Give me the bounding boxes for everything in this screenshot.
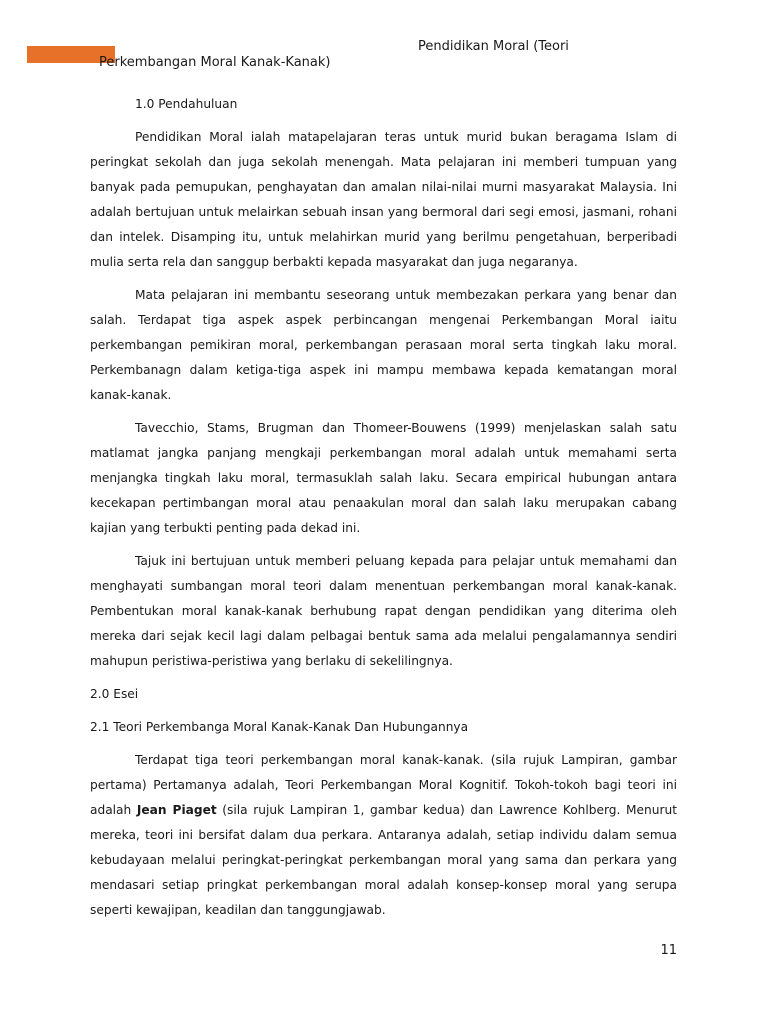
paragraph-theory-part-2: (sila rujuk Lampiran 1, gambar kedua) dan Lawrence Kohlberg. Menurut mereka, teori ini bersifat dalam dua perkara. Antaranya adalah, setiap individu dalam semua kebudayaan melalui peringkat-peringkat perkembangan moral yang sama dan perkara yang mendasari setiap pringkat perkembangan moral adalah konsep-konsep moral yang serupa seperti kewajipan, keadilan dan tanggungjawab. [90, 803, 677, 917]
subsection-heading: 2.1 Teori Perkembanga Moral Kanak-Kanak Dan Hubungannya [90, 720, 469, 734]
paragraph-theory [90, 748, 677, 923]
section-heading-intro: 1.0 Pendahuluan [135, 97, 238, 111]
header-title-left: Perkembangan Moral Kanak-Kanak) [99, 55, 331, 70]
paragraph-intro-4: Tajuk ini bertujuan untuk memberi peluang kepada para pelajar untuk memahami dan menghayati sumbangan moral teori dalam menentuan perkembangan moral kanak-kanak. Pembentukan moral kanak-kanak berhubung rapat dengan pendidikan yang diterima oleh mereka dari sejak kecil lagi dalam pelbagai bentuk sama ada melalui pengalamannya sendiri mahupun peristiwa-peristiwa yang berlaku di sekelilingnya. [90, 554, 677, 668]
page-number: 11 [660, 943, 677, 958]
section-heading-essay: 2.0 Esei [90, 687, 139, 701]
bold-name-jean-piaget: Jean Piaget [136, 803, 217, 817]
paragraph-theory-part-1: Terdapat tiga teori perkembangan moral kanak-kanak. (sila rujuk Lampiran, gambar pertama) Pertamanya adalah, Teori Perkembangan Moral Kognitif. Tokoh-tokoh bagi teori ini adalah [90, 753, 677, 817]
header-title-right: Pendidikan Moral (Teori [418, 39, 569, 54]
paragraph-intro-2: Mata pelajaran ini membantu seseorang untuk membezakan perkara yang benar dan salah. Terdapat tiga aspek aspek perbincangan mengenai Perkembangan Moral iaitu perkembangan pemikiran moral, perkembangan perasaan moral serta tingkah laku moral. Perkembanagn dalam ketiga-tiga aspek ini mampu membawa kepada kematangan moral kanak-kanak. [90, 288, 677, 402]
paragraph-intro-1: Pendidikan Moral ialah matapelajaran teras untuk murid bukan beragama Islam di peringkat sekolah dan juga sekolah menengah. Mata pelajaran ini memberi tumpuan yang banyak pada pemupukan, penghayatan dan amalan nilai-nilai murni masyarakat Malaysia. Ini adalah bertujuan untuk melairkan sebuah insan yang bermoral dari segi emosi, jasmani, rohani dan intelek. Disamping itu, untuk melahirkan murid yang berilmu pengetahuan, berperibadi mulia serta rela dan sanggup berbakti kepada masyarakat dan juga negaranya. [90, 130, 677, 269]
document-body [90, 92, 677, 931]
paragraph-intro-3: Tavecchio, Stams, Brugman dan Thomeer-Bouwens (1999) menjelaskan salah satu matlamat jangka panjang mengkaji perkembangan moral adalah untuk memahami serta menjangka tingkah laku moral, termasuklah salah laku. Secara empirical hubungan antara kecekapan pertimbangan moral atau penaakulan moral dan salah laku merupakan cabang kajian yang terbukti penting pada dekad ini. [90, 421, 677, 535]
